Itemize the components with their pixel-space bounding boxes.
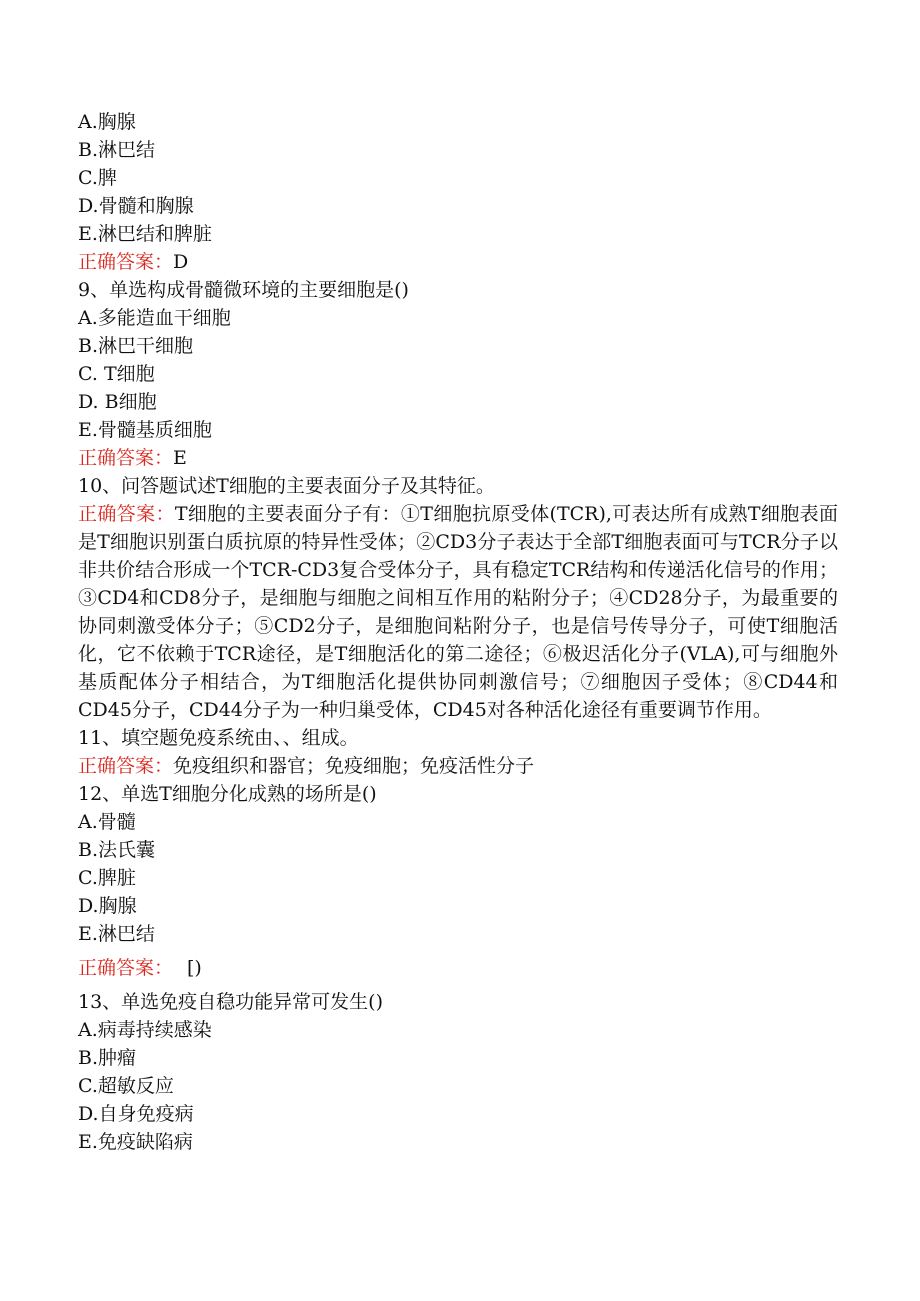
q12-option-a: A.骨髓 (78, 811, 136, 833)
q12-answer (78, 954, 838, 982)
q9-option-d: D. B细胞 (78, 391, 157, 413)
q8-option-e: E.淋巴结和脾脏 (78, 223, 212, 245)
q12-option-e: E.淋巴结 (78, 923, 155, 945)
q11-answer-label: 正确答案： (78, 755, 174, 777)
q8-option-c: C.脾 (78, 167, 117, 189)
q9-option-b: B.淋巴干细胞 (78, 335, 194, 357)
q10-answer-label: 正确答案： (78, 503, 175, 525)
q12-option-c: C.脾脏 (78, 867, 136, 889)
q9-option-c: C. T细胞 (78, 363, 155, 385)
q8-option-a: A.胸腺 (78, 111, 136, 133)
q8-option-b: B.淋巴结 (78, 139, 156, 161)
q13-option-c: C.超敏反应 (78, 1075, 174, 1097)
q10-answer-value: T细胞的主要表面分子有：①T细胞抗原受体(TCR),可表达所有成熟T细胞表面是T细胞识别蛋白质抗原的特异性受体；②CD3分子表达于全部T细胞表面可与TCR分子以非共价结合形成一个TCR-CD3复合受体分子，具有稳定TCR结构和传递活化信号的作用；③CD4和CD8分子，是细胞与细胞之间相互作用的粘附分子；④CD28分子，为最重要的协同刺激受体分子；⑤CD2分子，是细胞间粘附分子，也是信号传导分子，可使T细胞活化，它不依赖于TCR途径，是T细胞活化的第二途径；⑥极迟活化分子(VLA),可与细胞外基质配体分子相结合，为T细胞活化提供协同刺激信号；⑦细胞因子受体；⑧CD44和CD45分子，CD44分子为一种归巢受体，CD45对各种活化途径有重要调节作用。 (78, 503, 838, 721)
q13-option-d: D.自身免疫病 (78, 1103, 194, 1125)
q11-answer-value: 免疫组织和器官；免疫细胞；免疫活性分子 (173, 755, 535, 777)
q13-option-e: E.免疫缺陷病 (78, 1131, 193, 1153)
q12-answer-label: 正确答案： (78, 957, 174, 979)
q11-answer (78, 752, 838, 780)
q12-title: 12、单选T细胞分化成熟的场所是() (78, 783, 377, 805)
q9-answer (78, 444, 838, 472)
q9-option-a: A.多能造血干细胞 (78, 307, 231, 329)
q8-answer-value: D (173, 251, 189, 273)
q13-option-a: A.病毒持续感染 (78, 1019, 212, 1041)
document-page (78, 108, 838, 1156)
q12-answer-value: [) (187, 957, 202, 979)
q8-answer-label: 正确答案： (78, 251, 174, 273)
q8-option-d: D.骨髓和胸腺 (78, 195, 194, 217)
q13-title: 13、单选免疫自稳功能异常可发生() (78, 991, 384, 1013)
q11-title: 11、填空题免疫系统由、、组成。 (78, 727, 359, 749)
q9-answer-value: E (173, 447, 187, 469)
q13-option-b: B.肿瘤 (78, 1047, 137, 1069)
q9-title: 9、单选构成骨髓微环境的主要细胞是() (78, 279, 409, 301)
q9-option-e: E.骨髓基质细胞 (78, 419, 212, 441)
q12-option-b: B.法氏囊 (78, 839, 156, 861)
q8-answer (78, 248, 838, 276)
q9-answer-label: 正确答案： (78, 447, 174, 469)
q10-answer (78, 500, 838, 724)
q12-option-d: D.胸腺 (78, 895, 137, 917)
q10-title: 10、问答题试述T细胞的主要表面分子及其特征。 (78, 475, 495, 497)
